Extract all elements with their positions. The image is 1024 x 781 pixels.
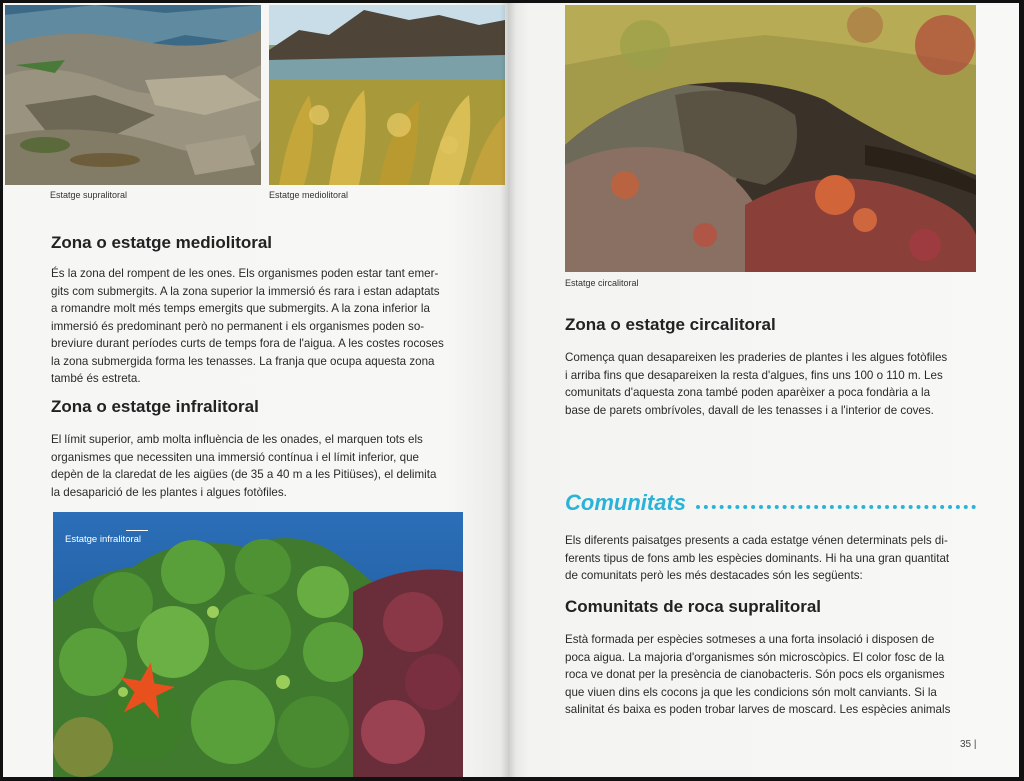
text-line: salinitat és baixa es poden trobar larves de moscard. Les espècies animals <box>565 703 951 716</box>
text-line: roca ve donat per la presència de cianobacteris. Són pocs els organismes <box>565 668 945 681</box>
right-page <box>508 3 1019 777</box>
text-line: ferents tipus de fons amb les espècies dominants. Hi ha una gran quantitat <box>565 551 950 565</box>
text-line: És la zona del rompent de les ones. Els organismes poden estar tant emer- <box>51 267 439 280</box>
text-line: organismes que necessiten una immersió contínua i el límit inferior, que <box>51 450 419 464</box>
text-line: de comunitats però les més destacades són les següents: <box>565 569 863 582</box>
caption-supralitoral: Estatge supralitoral <box>50 190 128 200</box>
text-line: Comença quan desapareixen les praderies de plantes i les algues fotòfiles <box>565 351 948 364</box>
heading-infralitoral: Zona o estatge infralitoral <box>51 397 259 416</box>
text-line: poca aigua. La majoria d'organismes són microscòpics. El color fosc de la <box>565 650 945 664</box>
text-line: a romandre molt més temps emergits que submergits. A la zona inferior la <box>51 302 430 315</box>
paragraph-mediolitoral <box>51 265 465 388</box>
paragraph-infralitoral <box>51 431 465 501</box>
text-line: la zona submergida forma les tenasses. La franja que ocupa aquesta zona <box>51 354 435 368</box>
caption-underline <box>126 530 148 531</box>
paragraph-circalitoral <box>565 349 977 419</box>
book-gutter <box>500 3 516 777</box>
photo-infralitoral <box>53 512 463 777</box>
text-line: El límit superior, amb molta influència de les onades, el marquen tots els <box>51 433 423 446</box>
left-page <box>3 3 508 777</box>
text-line: comunitats d'aquesta zona també poden aparèixer a poca fondària a la <box>565 386 931 399</box>
text-line: depèn de la claredat de les aigües (de 35 a 40 m a les Pitiüses), el delimita <box>51 468 437 481</box>
section-title-comunitats: Comunitats <box>565 490 686 515</box>
text-line: Els diferents paisatges presents a cada estatge vénen determinats pels di- <box>565 534 948 547</box>
paragraph-comunitats <box>565 532 977 585</box>
paragraph-roca-supralitoral <box>565 631 977 719</box>
caption-infralitoral: Estatge infralitoral <box>65 534 142 545</box>
text-line: base de parets ombrívoles, davall de les tenasses i a l'interior de coves. <box>565 403 934 417</box>
photo-circalitoral <box>565 5 976 272</box>
heading-circalitoral: Zona o estatge circalitoral <box>565 315 776 334</box>
title-dotted-rule <box>696 505 976 509</box>
text-line: la desaparició de les plantes i algues fotòfiles. <box>51 485 287 499</box>
text-line: gits com submergits. A la zona superior la immersió és rara i estan adaptats <box>51 284 440 298</box>
photo-supralitoral <box>5 5 261 185</box>
text-line: que viuen dins els cocons ja que les condicions són molt canviants. Si la <box>565 685 937 699</box>
text-line: i arriba fins que desapareixen la resta d'algues, fins uns 100 o 110 m. Les <box>565 368 943 382</box>
heading-roca-supralitoral: Comunitats de roca supralitoral <box>565 597 821 616</box>
photo-mediolitoral <box>269 5 505 185</box>
book-spread <box>3 3 1019 777</box>
caption-circalitoral: Estatge circalitoral <box>565 278 639 288</box>
heading-mediolitoral: Zona o estatge mediolitoral <box>51 233 273 252</box>
page-number: 35 | <box>960 739 977 750</box>
text-line: breviure durant períodes curts de temps fora de l'aigua. A les costes rocoses <box>51 337 444 350</box>
caption-mediolitoral: Estatge mediolitoral <box>269 190 349 200</box>
text-line: Està formada per espècies sotmeses a una forta insolació i disposen de <box>565 633 935 646</box>
text-line: també és estreta. <box>51 372 141 385</box>
text-line: immersió és predominant però no permanent i els organismes poden so- <box>51 319 425 333</box>
